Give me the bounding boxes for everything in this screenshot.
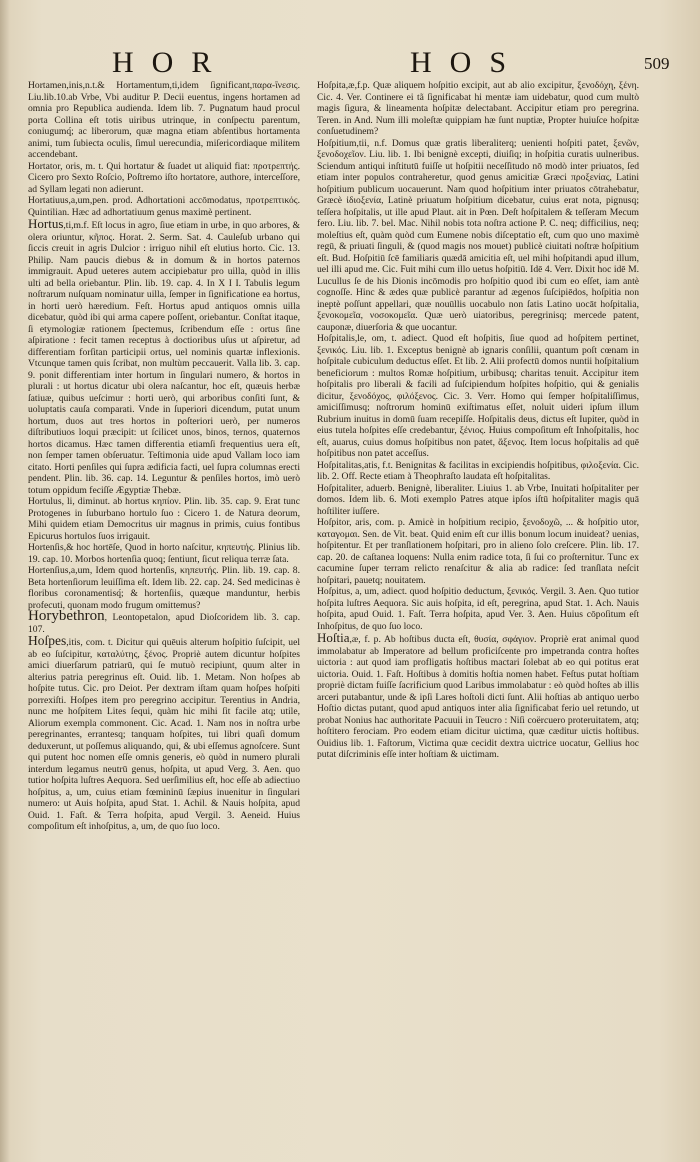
dictionary-entry <box>317 333 639 460</box>
dictionary-entry <box>317 138 639 334</box>
entry-headword: Hoſpitium <box>317 137 357 149</box>
entry-definition: ,& hoc hortēſe, Quod in horto naſcitur, κηπευτής. Plinius lib. 19. cap. 10. Morbos hortenſia quoq; ſentiunt, ſicut reliqua terræ ſata. <box>28 542 300 565</box>
entry-headword: Horybethron <box>28 608 105 624</box>
entry-definition: , aduerb. Benignè, liberaliter. Liuius 1. ab Vrbe, Inuitati hoſpitaliter per domos. Idem lib. 6. Moti exemplo Patres atque ipſos iſtū hoſpitaliter magis quā hoſtiliter iuſſere. <box>317 482 639 517</box>
entry-headword: Hoſpita <box>317 80 346 91</box>
entry-definition: ,tii, n.f. Domus quæ gratis liberaliterq; uenienti hoſpiti patet, ξενῶν, ξενοδοχεῖον. Liu. lib. 1. Ibi benignè excepti, diuiſiq; in hoſpitia curatis uulneribus. Sciendum antiqui inſtitutū fuiſſe ut hoſpitii neceſſitudo nō modò inter priuatos, ſed etiam inter populos contraheretur, quod genus amicitiæ Græci προξενίας, Latini hoſpitium publicum uocauerunt. Nam quod hoſpitium inter priuatos cōtrahebatur, Græcè ἰδιοξενία, Latinè priuatum hoſpitium dicebatur, cuius erat nota, pignusq; teſſera hoſpitalis, ut ille apud Plaut. ait in Pœn. Deſt hoſpitalem & teſſeram Mecum fero. Liu. lib. 7. bel. Mac. Nihil nobis tota noſtra actione P. C. neq; difficilius, neq; moleſtius eſt, quàm quòd cum Eumene nobis diſceptatio eſt, cum quo uno maximè regū, & priuati ſinguli, & (quod magis nos mouet) publicè ciuitati noſtræ hoſpitium eſt. Bud. Hoſpitiū ſcē familiaris quædā amicitia eſt, uel mihi hoſpitandi apud illum, uel illi apud me. Cic. Fuit mihi cum illo uetus hoſpitiū. Idē 4. Verr. Dixit hoc idē M. Lucullus ſe de his Dionis incōmodis pro hoſpitio quod ibi cum eo eſſet, iam antè cognoſſe. Hinc & ædes quæ publicè parantur ad ægenos ſuſcipiēdos, hoſpitia non ineptè poſſunt appellari, quæ nouūllis uocabulo non ſatis Latino uocāt hoſpitalia, ξενοκομεῖα, νοσοκομεῖα. Quæ uerò uiatoribus, peregrinisq; mercede patent, cauponæ, diuerſoria & que uocantur. <box>317 137 639 333</box>
entry-headword: Hoſpitus <box>317 586 351 597</box>
entry-definition: , li, diminut. ab hortus κηπίον. Plin. lib. 35. cap. 9. Erat tunc Protogenes in ſuburbano hortulo ſuo : Cicero 1. de Natura deorum, Mihi quidem etiam Democritus uir magnus in primis, cuius fontibus Epicurus hortulos ſuos irrigauit. <box>28 496 300 542</box>
entry-headword: Hortulus <box>28 496 62 507</box>
left-column <box>28 80 300 833</box>
dictionary-entry <box>28 635 300 833</box>
entry-headword: Hoſpitalis <box>317 333 355 344</box>
header-right-word: HOS <box>410 46 525 79</box>
entry-definition: ,ti,m.f. Eſt locus in agro, ſiue etiam in urbe, in quo arbores, & olera oriuntur, κῆπος. Horat. 2. Serm. Sat. 4. Cauleſub urbano qui ſiccis creuit in agris Dulcior : irriguo nihil eſt elutius horto. Cic. 13. Philip. Nam paucis diebus & in domum & in hortos paternos immigrauit. Apud ueteres autem accipiebatur pro uilla, quòd in illis ulti ad bella oriebantur. Plin. lib. 19. cap. 4. In X I I. Tabulis legum noſtrarum nuſquam nominatur uilla, ſemper in ſignificatione ea hortus, in horti uerò hæredium. Feſt. Hortus apud antiquos omnis uilla dicebatur, quòd ibi qui arma capere poſſent, oriebantur. Conſtat itaque, ſi etymologiæ rationem ſpectemus, ſcribendum eſſe : ortus ſine aſpiratione : fecit tamen receptus à doctioribus uſus ut aſpiretur, ad differentiam forſitan participii ortus, uel nominis quartæ inflexionis. Vtcunque tamen quis ſcribat, non multùm peccauerit. Valla lib. 3. cap. 9. ponit differentiam inter hortum in ſingulari numero, & hortos in plurali : ut hortus dicatur ubi olera naſcantur, hoc eſt, quæuis herbæ ſatiuæ, quibus ueſcimur : horti uerò, qui arboribus conſiti ſunt, & uoluptatis cauſa comparati. Vnde in ſuperiori dicendum, putat unum hortum, duos aut tres hortos in poſteriori uerò, per numeros diſtributiuos loqui præcipit: ut ſcilicet unos, binos, ternos, quaternos hortos dicamus. Hæc tamen differentia etiamſi frequentius uera eſt, non ſemper tamen obſeruatur. Teſtimonia uide apud Vallam loco iam citato. Horti penſiles qui ſupra ædificia facti, uel ſupra columnas erecti pendent. Plin. lib. 36. cap. 14. Leguntur & penſiles hortos, imò uerò totum oppidum feciſſe Ægyptiæ Thebæ. <box>28 220 300 496</box>
entry-headword: Hoſpitalitas <box>317 459 362 471</box>
dictionary-entry <box>317 483 639 518</box>
dictionary-entry <box>28 161 300 196</box>
entry-headword: Hortenſis <box>28 542 64 553</box>
entry-definition: , Leontopetalon, apud Dioſcoridem lib. 3. cap. 107. <box>28 612 300 635</box>
entry-headword: Hoſpitor <box>317 517 350 528</box>
dictionary-entry <box>317 586 639 632</box>
entry-definition: ,a,um,pen. prod. Adhortationi accōmodatus, προτρεπτικός. Quintilian. Hæc ad adhortatiuum genus maximè pertinent. <box>28 195 300 218</box>
entry-definition: ,inis,n.t.& Hortamentum,ti,idem ſignificant,παρα-ΐνεσις. Liu.lib.10.ab Vrbe, Vbi auditur P. Decii euentus, ingens hortamen ad omnia pro Republica audienda. Idem lib. 7. Pugnatum haud procul porta Collina eſt totis uiribus utrinque, in conſpectu parentum, coniugumq́; ac liberorum, quæ magna etiam abſentibus hortamenta animi, tum ſubiecta oculis, ſimul uerecundia, miſericordiaque militem accendebant. <box>28 80 300 160</box>
dictionary-entry <box>28 542 300 565</box>
entry-definition: ,æ, f. p. Ab hoſtibus ducta eſt, θυσία, σφάγιον. Propriè erat animal quod immolabatur ab Imperatore ad bellum proficiſcente pro impetranda contra hoſtes uictoria : aut quod iam profligatis hoſtibus mactari ſolebat ab eo qui potitus erat uictoria. Ouid. 1. Faſt. Hoſtibus à domitis hoſtia nomen habet. Feſtus putat hoſtiam propriè dictam fuiſſe ſacrificium quod Laribus immolabatur : eò quòd hoſtes ab illis arceri putabantur, unde & ipſi Lares hoſtoli dicti ſunt. Alii hoſtias ab antiquo uerbo Hoſtio dictas putant, quod apud antiquos inter alia ſignificabat ferio uel retundo, ut probat Nonius hac authoritate Pacuuii in Teucro : Niſi coërcuero proteruitatem, atq; hoſtitero ferociam. Pro eodem etiam dicitur uictima, quæ cæditur uictis hoſtibus. Ouidius lib. 1. Faſtorum, Victima quæ cecidit dextra uictrice uocatur, Gellius hoc putat diſcriminis eſſe inter hoſtiam & uictimam. <box>317 634 639 760</box>
dictionary-entry <box>317 80 639 138</box>
header-left-word: HOR <box>112 46 230 79</box>
dictionary-entry <box>28 195 300 218</box>
entry-definition: ,atis, f.t. Benignitas & facilitas in excipiendis hoſpitibus, φιλοξενία. Cic. lib. 2. Off. Recte etiam à Theophraſto laudata eſt hoſpitalitas. <box>317 459 639 482</box>
entry-definition: , a, um, adiect. quod hoſpitio deductum, ξενικός. Vergil. 3. Aen. Quo tutior hoſpita luſtres Aequora. Sic auis hoſpita, id eſt, peregrina, apud Stat. 1. Ach. Nauis hoſpita, apud Ouid. 1. Faſt. Terra hoſpita, apud Ver. 3. Aen. Huius cōpoſitum eſt Inhoſpitus, de quo ſuo loco. <box>317 586 639 632</box>
entry-definition: ,itis, com. t. Dicitur qui quēuis alterum hoſpitio ſuſcipit, uel ab eo ſuſcipitur, καταλύτης, ξένος. Propriè autem dicuntur hoſpites amici diuerſarum patriarū, qui ſe mutuò recipiunt, quum alter in alterius patria peregrinus eſt. Ouid. lib. 1. Metam. Non hoſpes ab hoſpite tutus. Cic. pro Deiot. Per dextram iſtam quam hoſpes hoſpiti porrexiſti. Hoſpes item pro peregrino accipitur. Terentius in Andria, nunc me hoſpitem Lites ſequi, quàm hic mihi ſit facile atq; utile, Aliorum exempla commonent. Cic. Acad. 1. Nam nos in noſtra urbe peregrinantes, errantesq; tanquam hoſpites, tui libri quaſi domum deduxerunt, ut poſſemus aliquando, qui, & ubi eſſemus agnoſcere. Sunt qui putent hoc nomen eſſe omnis generis, eò quòd in numero plurali interdum legamus neutrū genus, hoſpita, ut apud Verg. 3. Aen. quo tutior hoſpita luſtres Aequora. Sed uerſimilius eſt, hoc eſſe ab adiectiuo hoſpitus, a, um, cuius etiam fœmininū ſæpius inuenitur in ſingulari numero: ut Auis hoſpita, apud Stat. 1. Achil. & Nauis hoſpita, apud Ouid. 1. Faſt. & Terra hoſpita, apud Vergil. 3. Aeneid. Huius compoſitum eſt inhoſpitus, a, um, de quo ſuo loco. <box>28 637 300 832</box>
entry-definition: ,a,um, Idem quod hortenſis, κηπευτής. Plin. lib. 19. cap. 8. Beta hortenſiorum leuiſſima eſt. Idem lib. 22. cap. 24. Sed medicinas è floribus coronamentisq́; & hortenſiis, quæque manduntur, herbis profecuti, quonam modo frugum omittemus? <box>28 565 300 611</box>
binding-shadow <box>0 0 10 1162</box>
dictionary-entry <box>317 517 639 586</box>
entry-headword: Hoſpes <box>28 633 67 648</box>
entry-headword: Hortus <box>28 216 64 231</box>
entry-headword: Hoſpitaliter <box>317 482 361 494</box>
dictionary-entry <box>317 460 639 483</box>
entry-definition: ,le, om, t. adiect. Quod eſt hoſpitis, ſiue quod ad hoſpitem pertinet, ξενικός. Liu. lib. 1. Exceptus benignè ab ignaris conſilii, quantum poſt cœnam in hoſpitale cubiculum deductus eſſet. Et lib. 2. Alii profectū domos nuntii hoſpitalium beneficiorum : multos Romæ hoſpitium, urbibusq; charitas tenuit. Accipitur item hoſpitalis pro liberali & facili ad ſuſcipiendum hoſpites hoſpitio, qui & genialis dicitur, ξενοδόχος, φιλόξενος. Cic. 3. Verr. Homo qui ſemper hoſpitaliſſimus, amiciſſimusq; noſtrorum hominū exiſtimatus eſſet, noluit uideri ipſum illum Rubrium inuitus in domū ſuam recepiſſe. Hoſpitalis deus, dictus eſt Iupiter, quòd in eius tutela hoſpites eſſe credebantur, ξένιος. Huius compoſitum eſt Inhoſpitalis, hoc eſt, auarus, cuius domus hoſpitibus non patet, ἄξενος. Item locus hoſpitalis ad quē hoſpitibus non patet acceſſus. <box>317 333 639 459</box>
right-column <box>317 80 639 761</box>
page-number: 509 <box>644 54 670 73</box>
dictionary-entry <box>28 608 300 635</box>
dictionary-entry <box>28 80 300 161</box>
entry-headword: Hortator <box>28 160 61 172</box>
entry-definition: , oris, m. t. Qui hortatur & ſuadet ut aliquid fiat: προτρεπτής. Cicero pro Sexto Roſcio, Poſtremo iſto hortatore, authore, interceſſore, ad Syllam legati non adierunt. <box>28 160 300 195</box>
entry-headword: Hortenſius <box>28 565 69 576</box>
dictionary-entry <box>317 632 639 761</box>
dictionary-entry <box>28 565 300 611</box>
dictionary-entry <box>28 218 300 496</box>
entry-definition: ,æ,f.p. Quæ aliquem hoſpitio excipit, aut ab alio excipitur, ξενοδόχη, ξένη. Cic. 4. Ver. Continere ei tã ſignificabat hi mentæ iam uidebatur, quod cum multò magis ſigura, & lineamenta hoſpitæ delectabant. Accipitur etiam pro peregrina. Teren. in And. Num illi moleſtæ quippiam hæ ſunt nuptiæ, Propter huiuſce hoſpitæ conſuetudinem? <box>317 80 639 137</box>
dictionary-entry <box>28 496 300 542</box>
entry-headword: Hortamen <box>28 80 67 91</box>
entry-definition: , aris, com. p. Amicè in hoſpitium recipio, ξενοδοχῶ, ... & hoſpitio utor, καταγομαι. Sen. de Vit. beat. Quid enim eſt cur illis bonum locum inuideat? uenias, hoſpitentur. Et per tranſlationem hoſpitari, pro in alieno ſolo creſcere. Plin. lib. 17. cap. 20. de caſtanea loquens: Nulla enim radice tota, ſi ſui co proſternitur. Tunc ex cacumine ſuper terram relicto renaſcitur & alia ab radice: ſed tranſlata neſcit hoſpitari, pauetq; nouitatem. <box>317 517 639 586</box>
entry-headword: Hortatiuus <box>28 195 69 206</box>
entry-headword: Hoſtia <box>317 630 350 645</box>
